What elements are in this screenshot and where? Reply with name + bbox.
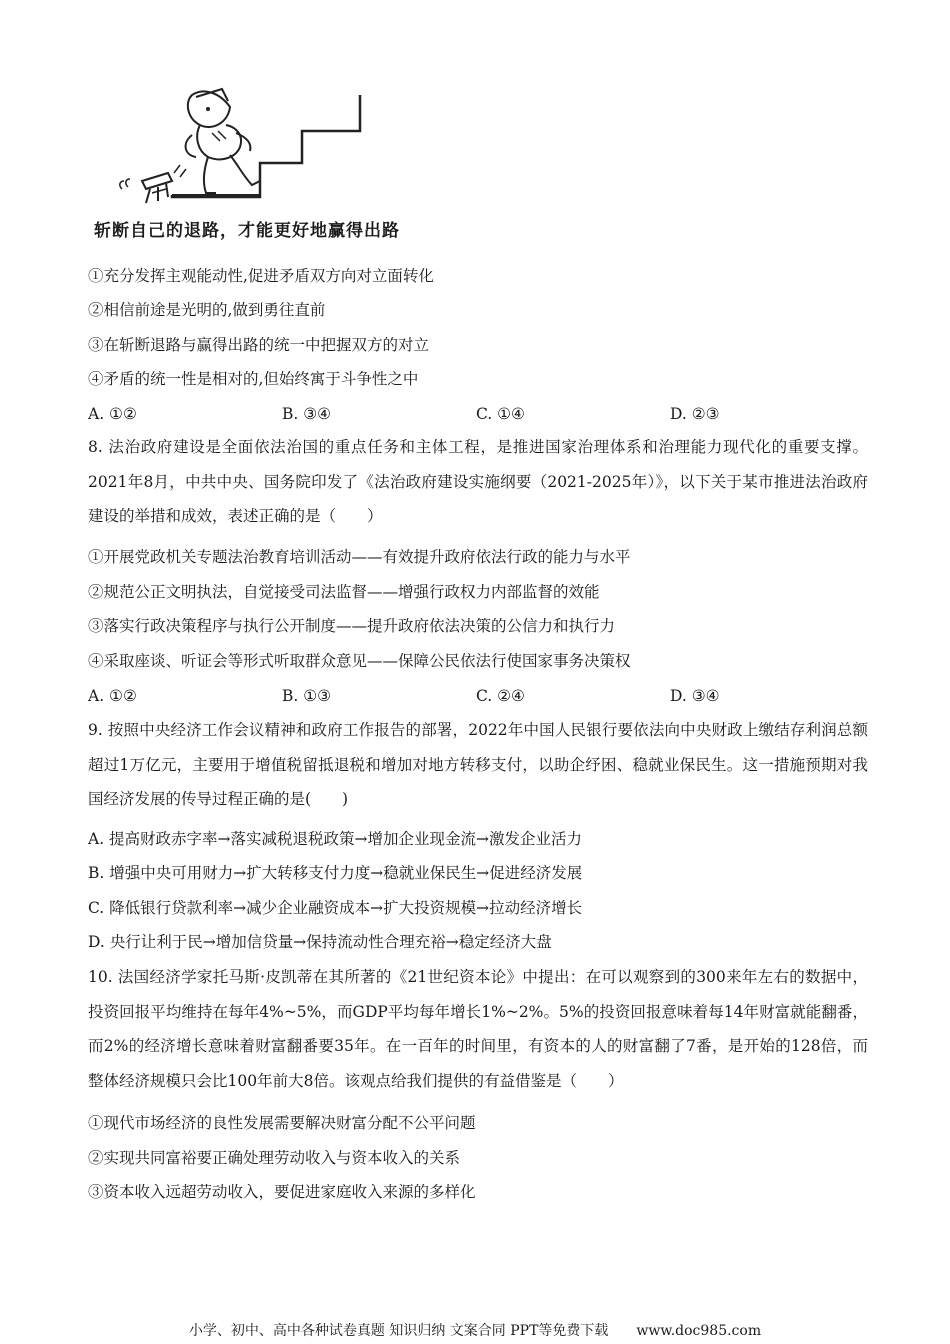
q10-statement-2: ②实现共同富裕要正确处理劳动收入与资本收入的关系 bbox=[88, 1149, 461, 1167]
q8-stem: 8. 法治政府建设是全面依法治国的重点任务和主体工程，是推进国家治理体系和治理能力现代化的重要支撑。2021年8月，中共中央、国务院印发了《法治政府建设实施纲要（2021-2025年）》，以下关于某市推进法治政府建设的举措和成效，表述正确的是（ ） bbox=[88, 438, 868, 525]
q10-stem: 10. 法国经济学家托马斯·皮凯蒂在其所著的《21世纪资本论》中提出：在可以观察到的300来年左右的数据中，投资回报平均维持在每年4%~5%，而GDP平均每年增长1%~2%。5%的投资回报意味着每14年财富就能翻番，而2%的经济增长意味着财富翻番要35年。在一百年的时间里，有资本的人的财富翻了7番，是开始的128倍，而整体经济规模只会比100年前大8倍。该观点给我们提供的有益借鉴是（ ） bbox=[88, 968, 868, 1090]
page-footer: 小学、初中、高中各种试卷真题 知识归纳 文案合同 PPT等免费下载 www.doc985.com bbox=[188, 1323, 762, 1339]
q8-statement-3: ③落实行政决策程序与执行公开制度——提升政府依法决策的公信力和执行力 bbox=[88, 617, 616, 635]
q9-option-b: B. 增强中央可用财力→扩大转移支付力度→稳就业保民生→促进经济发展 bbox=[88, 864, 583, 882]
q7-statement-1: ①充分发挥主观能动性,促进矛盾双方向对立面转化 bbox=[88, 267, 434, 285]
q7-option-c: C. ①④ bbox=[476, 405, 525, 423]
q10-statement-1: ①现代市场经济的良性发展需要解决财富分配不公平问题 bbox=[88, 1114, 476, 1132]
q9-stem: 9. 按照中央经济工作会议精神和政府工作报告的部署，2022年中国人民银行要依法向中央财政上缴结存利润总额超过1万亿元，主要用于增值税留抵退税和增加对地方转移支付，以助企纾困、稳就业保民生。这一措施预期对我国经济发展的传导过程正确的是( ) bbox=[88, 721, 868, 808]
q8-option-a: A. ①② bbox=[88, 687, 137, 705]
cartoon-caption: 斩断自己的退路，才能更好地赢得出路 bbox=[94, 221, 400, 241]
cartoon-illustration bbox=[112, 85, 372, 220]
q9-option-d: D. 央行让利于民→增加信贷量→保持流动性合理充裕→稳定经济大盘 bbox=[88, 933, 552, 951]
q7-option-d: D. ②③ bbox=[670, 405, 720, 423]
q7-statement-2: ②相信前途是光明的,做到勇往直前 bbox=[88, 301, 326, 319]
q9-option-a: A. 提高财政赤字率→落实减税退税政策→增加企业现金流→激发企业活力 bbox=[88, 830, 583, 848]
q8-option-d: D. ③④ bbox=[670, 687, 720, 705]
q8-statement-1: ①开展党政机关专题法治教育培训活动——有效提升政府依法行政的能力与水平 bbox=[88, 548, 631, 566]
q8-statement-2: ②规范公正文明执法，自觉接受司法监督——增强行政权力内部监督的效能 bbox=[88, 583, 600, 601]
q8-option-c: C. ②④ bbox=[476, 687, 525, 705]
q7-option-b: B. ③④ bbox=[282, 405, 332, 423]
q9-option-c: C. 降低银行贷款利率→减少企业融资成本→扩大投资规模→拉动经济增长 bbox=[88, 899, 583, 917]
q7-statement-3: ③在斩断退路与赢得出路的统一中把握双方的对立 bbox=[88, 336, 430, 354]
q7-statement-4: ④矛盾的统一性是相对的,但始终寓于斗争性之中 bbox=[88, 370, 419, 388]
q7-option-a: A. ①② bbox=[88, 405, 137, 423]
q8-option-b: B. ①③ bbox=[282, 687, 332, 705]
q10-statement-3: ③资本收入远超劳动收入，要促进家庭收入来源的多样化 bbox=[88, 1183, 476, 1201]
q8-statement-4: ④采取座谈、听证会等形式听取群众意见——保障公民依法行使国家事务决策权 bbox=[88, 652, 631, 670]
